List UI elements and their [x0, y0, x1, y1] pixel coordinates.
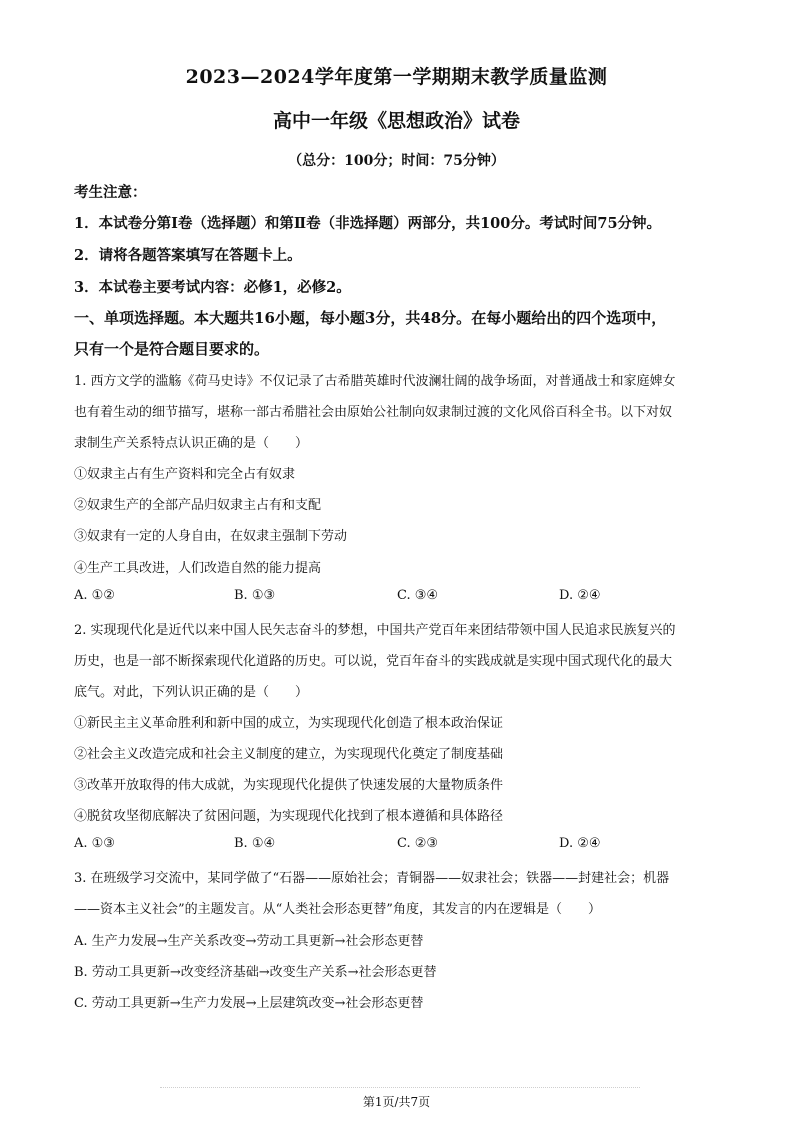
section-instruction: 只有一个是符合题目要求的。 [74, 340, 270, 358]
question-3-stem: ——资本主义社会”的主题发言。从“人类社会形态更替”角度，其发言的内在逻辑是（ ） [74, 902, 601, 917]
footer-divider [160, 1087, 640, 1088]
exam-meta: （总分：100分；时间：75分钟） [288, 153, 505, 169]
question-2-option-a[interactable]: A. ①③ [74, 836, 115, 851]
question-1-option-d[interactable]: D. ②④ [559, 588, 601, 603]
question-1-statement: ①奴隶主占有生产资料和完全占有奴隶 [74, 467, 296, 482]
question-2-option-b[interactable]: B. ①④ [234, 836, 276, 851]
exam-subject-title: 高中一年级《思想政治》试卷 [272, 110, 520, 132]
question-1-option-c[interactable]: C. ③④ [397, 588, 439, 603]
question-3-option-c[interactable]: C. 劳动工具更新→生产力发展→上层建筑改变→社会形态更替 [74, 996, 424, 1011]
notice-heading: 考生注意： [74, 184, 147, 201]
question-2-statement: ③改革开放取得的伟大成就，为实现现代化提供了快速发展的大量物质条件 [74, 778, 504, 793]
question-1-stem: 也有着生动的细节描写，堪称一部古希腊社会由原始公社制向奴隶制过渡的文化风俗百科全书。以下对奴 [74, 405, 673, 420]
notice-item: 3．本试卷主要考试内容：必修1，必修2。 [74, 279, 351, 296]
question-2-option-c[interactable]: C. ②③ [397, 836, 439, 851]
question-1-stem: 隶制生产关系特点认识正确的是（ ） [74, 436, 309, 451]
notice-item: 1．本试卷分第Ⅰ卷（选择题）和第Ⅱ卷（非选择题）两部分，共100分。考试时间75分钟。 [74, 215, 662, 232]
question-2-option-d[interactable]: D. ②④ [559, 836, 601, 851]
question-1-option-b[interactable]: B. ①③ [234, 588, 276, 603]
question-3-option-b[interactable]: B. 劳动工具更新→改变经济基础→改变生产关系→社会形态更替 [74, 965, 437, 980]
page-number: 第1页/共7页 [362, 1095, 431, 1109]
question-3-stem: 3. 在班级学习交流中，某同学做了“石器——原始社会；青铜器——奴隶社会；铁器——封建社会；机器 [74, 871, 670, 886]
notice-item: 2．请将各题答案填写在答题卡上。 [74, 247, 302, 264]
question-2-statement: ①新民主主义革命胜利和新中国的成立，为实现现代化创造了根本政治保证 [74, 716, 504, 731]
question-2-statement: ②社会主义改造完成和社会主义制度的建立，为实现现代化奠定了制度基础 [74, 747, 504, 762]
question-2-statement: ④脱贫攻坚彻底解决了贫困问题，为实现现代化找到了根本遵循和具体路径 [74, 809, 504, 824]
question-2-stem: 底气。对此，下列认识正确的是（ ） [74, 685, 309, 700]
question-3-option-a[interactable]: A. 生产力发展→生产关系改变→劳动工具更新→社会形态更替 [74, 934, 424, 949]
question-1-statement: ②奴隶生产的全部产品归奴隶主占有和支配 [74, 498, 322, 513]
exam-title: 2023—2024学年度第一学期期末教学质量监测 [185, 66, 608, 88]
question-2-stem: 历史，也是一部不断探索现代化道路的历史。可以说，党百年奋斗的实践成就是实现中国式现代化的最大 [74, 654, 673, 669]
section-instruction: 一、单项选择题。本大题共16小题，每小题3分，共48分。在每小题给出的四个选项中， [74, 309, 667, 327]
question-1-statement: ③奴隶有一定的人身自由，在奴隶主强制下劳动 [74, 529, 348, 544]
question-2-stem: 2. 实现现代化是近代以来中国人民矢志奋斗的梦想，中国共产党百年来团结带领中国人民追求民族复兴的 [74, 623, 676, 638]
question-1-option-a[interactable]: A. ①② [74, 588, 115, 603]
question-1-stem: 1. 西方文学的滥觞《荷马史诗》不仅记录了古希腊英雄时代波澜壮阔的战争场面，对普通战士和家庭婢女 [74, 374, 676, 389]
question-1-statement: ④生产工具改进，人们改造自然的能力提高 [74, 561, 322, 576]
